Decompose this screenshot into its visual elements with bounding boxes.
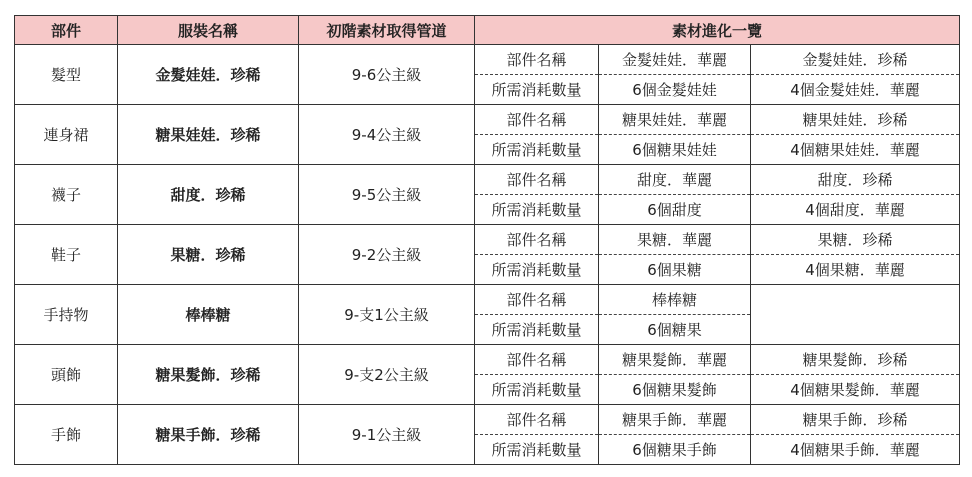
source-cell: 9-2公主級 [299,225,475,285]
source-cell: 9-4公主級 [299,105,475,165]
part-cell: 手持物 [15,285,118,345]
evo2-qty-cell: 4個糖果手飾．華麗 [751,435,960,465]
header-row [15,16,960,45]
outfit-name-cell: 甜度．珍稀 [118,165,299,225]
evo1-name-cell: 糖果娃娃．華麗 [599,105,751,135]
source-cell: 9-5公主級 [299,165,475,225]
label-part-name: 部件名稱 [475,45,599,75]
evo2-qty-cell: 4個果糖．華麗 [751,255,960,285]
table-row [15,105,960,135]
table-body [15,45,960,465]
evo1-name-cell: 金髮娃娃．華麗 [599,45,751,75]
evo2-name-cell: 糖果髮飾．珍稀 [751,345,960,375]
part-cell: 連身裙 [15,105,118,165]
outfit-name-cell: 果糖．珍稀 [118,225,299,285]
label-part-name: 部件名稱 [475,285,599,315]
part-cell: 髮型 [15,45,118,105]
evo2-qty-cell: 4個甜度．華麗 [751,195,960,225]
evo2-qty-cell: 4個糖果髮飾．華麗 [751,375,960,405]
part-cell: 頭飾 [15,345,118,405]
outfit-name-cell: 糖果手飾．珍稀 [118,405,299,465]
part-cell: 襪子 [15,165,118,225]
header-evolution: 素材進化一覽 [475,16,960,45]
evo1-qty-cell: 6個糖果髮飾 [599,375,751,405]
label-quantity: 所需消耗數量 [475,435,599,465]
evo1-qty-cell: 6個糖果 [599,315,751,345]
label-quantity: 所需消耗數量 [475,315,599,345]
header-part: 部件 [15,16,118,45]
source-cell: 9-支1公主級 [299,285,475,345]
outfit-name-cell: 棒棒糖 [118,285,299,345]
evo2-name-cell: 糖果娃娃．珍稀 [751,105,960,135]
evo1-qty-cell: 6個果糖 [599,255,751,285]
table-row [15,165,960,195]
evo1-name-cell: 甜度．華麗 [599,165,751,195]
evo1-name-cell: 棒棒糖 [599,285,751,315]
outfit-name-cell: 糖果髮飾．珍稀 [118,345,299,405]
evo2-name-cell: 糖果手飾．珍稀 [751,405,960,435]
label-part-name: 部件名稱 [475,345,599,375]
evo2-name-cell: 甜度．珍稀 [751,165,960,195]
evo2-name-cell: 果糖．珍稀 [751,225,960,255]
evo2-name-cell: 金髮娃娃．珍稀 [751,45,960,75]
evo1-qty-cell: 6個糖果手飾 [599,435,751,465]
evo1-name-cell: 糖果手飾．華麗 [599,405,751,435]
outfit-material-table [14,15,960,465]
evo1-name-cell: 糖果髮飾．華麗 [599,345,751,375]
evo2-qty-cell: 4個金髮娃娃．華麗 [751,75,960,105]
header-outfit-name: 服裝名稱 [118,16,299,45]
label-quantity: 所需消耗數量 [475,255,599,285]
outfit-name-cell: 糖果娃娃．珍稀 [118,105,299,165]
table-row [15,285,960,315]
evo1-qty-cell: 6個糖果娃娃 [599,135,751,165]
label-quantity: 所需消耗數量 [475,375,599,405]
header-source: 初階素材取得管道 [299,16,475,45]
label-part-name: 部件名稱 [475,405,599,435]
label-part-name: 部件名稱 [475,225,599,255]
label-quantity: 所需消耗數量 [475,195,599,225]
evo2-qty-cell: 4個糖果娃娃．華麗 [751,135,960,165]
source-cell: 9-6公主級 [299,45,475,105]
evo1-qty-cell: 6個甜度 [599,195,751,225]
label-quantity: 所需消耗數量 [475,75,599,105]
part-cell: 手飾 [15,405,118,465]
evo1-qty-cell: 6個金髮娃娃 [599,75,751,105]
label-part-name: 部件名稱 [475,105,599,135]
part-cell: 鞋子 [15,225,118,285]
table-row [15,345,960,375]
source-cell: 9-1公主級 [299,405,475,465]
evo2-name-cell [751,285,960,345]
table-row [15,45,960,75]
evo1-name-cell: 果糖．華麗 [599,225,751,255]
outfit-name-cell: 金髮娃娃．珍稀 [118,45,299,105]
label-quantity: 所需消耗數量 [475,135,599,165]
label-part-name: 部件名稱 [475,165,599,195]
table-row [15,225,960,255]
source-cell: 9-支2公主級 [299,345,475,405]
table-row [15,405,960,435]
